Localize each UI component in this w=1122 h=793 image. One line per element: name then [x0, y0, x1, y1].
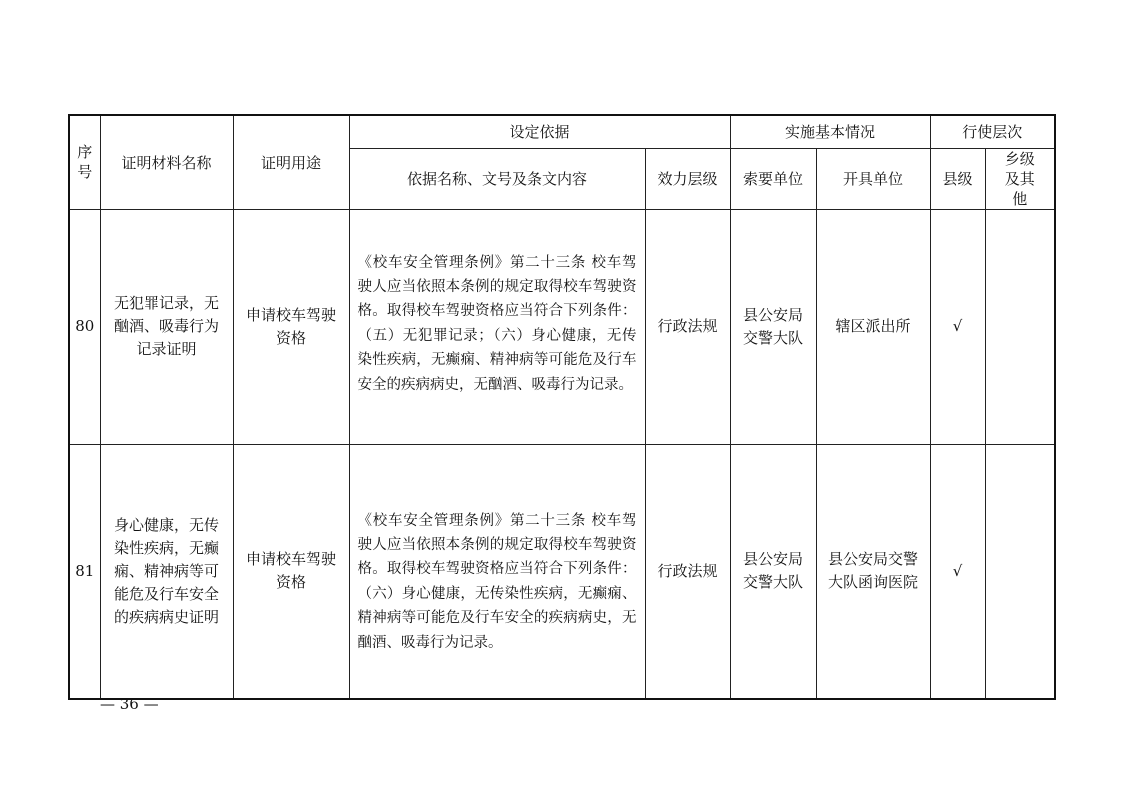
- row-basis: 《校车安全管理条例》第二十三条 校车驾驶人应当依照本条例的规定取得校车驾驶资格。取得校车驾驶资格应当符合下列条件：（五）无犯罪记录；（六）身心健康，无传染性疾病，无癫痫、精神病等可能危及行车安全的疾病病史，无酗酒、吸毒行为记录。: [349, 209, 645, 444]
- row-purpose: 申请校车驾驶资格: [233, 444, 349, 699]
- row-seq: 80: [69, 209, 100, 444]
- row-purpose: 申请校车驾驶资格: [233, 209, 349, 444]
- row-effect-level: 行政法规: [645, 209, 730, 444]
- header-material-name: 证明材料名称: [100, 115, 233, 209]
- row-county-check: √: [930, 444, 985, 699]
- row-effect-level: 行政法规: [645, 444, 730, 699]
- row-county-check: √: [930, 209, 985, 444]
- certificate-table: [68, 114, 1056, 700]
- header-exercise-group: 行使层次: [930, 115, 1055, 148]
- header-seq: 序号: [69, 115, 100, 209]
- header-implementation-group: 实施基本情况: [730, 115, 930, 148]
- row-seq: 81: [69, 444, 100, 699]
- header-issuing-unit: 开具单位: [816, 148, 930, 209]
- row-township: [985, 209, 1055, 444]
- row-basis: 《校车安全管理条例》第二十三条 校车驾驶人应当依照本条例的规定取得校车驾驶资格。取得校车驾驶资格应当符合下列条件：（六）身心健康，无传染性疾病，无癫痫、精神病等可能危及行车安全的疾病病史，无酗酒、吸毒行为记录。: [349, 444, 645, 699]
- table-row: [69, 444, 1055, 699]
- header-requesting-unit: 索要单位: [730, 148, 816, 209]
- table-row: [69, 209, 1055, 444]
- header-township-other: 乡级及其他: [985, 148, 1055, 209]
- row-material-name: 无犯罪记录，无酗酒、吸毒行为记录证明: [100, 209, 233, 444]
- header-effect-level: 效力层级: [645, 148, 730, 209]
- row-requesting-unit: 县公安局交警大队: [730, 444, 816, 699]
- row-issuing-unit: 县公安局交警大队函询医院: [816, 444, 930, 699]
- row-material-name: 身心健康，无传染性疾病，无癫痫、精神病等可能危及行车安全的疾病病史证明: [100, 444, 233, 699]
- row-issuing-unit: 辖区派出所: [816, 209, 930, 444]
- header-purpose: 证明用途: [233, 115, 349, 209]
- header-county-level: 县级: [930, 148, 985, 209]
- row-township: [985, 444, 1055, 699]
- header-basis-content: 依据名称、文号及条文内容: [349, 148, 645, 209]
- row-requesting-unit: 县公安局交警大队: [730, 209, 816, 444]
- header-basis-group: 设定依据: [349, 115, 730, 148]
- page-number: — 36 —: [100, 695, 159, 713]
